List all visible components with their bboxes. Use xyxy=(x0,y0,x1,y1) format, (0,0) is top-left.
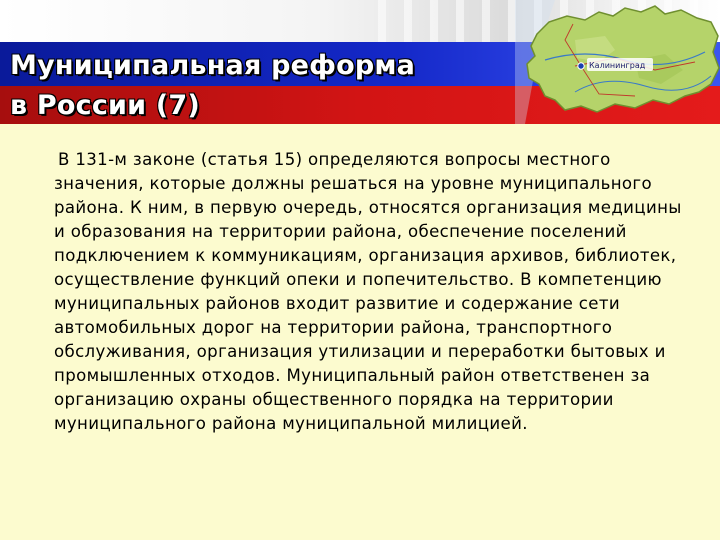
kaliningrad-map-icon xyxy=(515,0,720,124)
slide-title-line-2: в России (7) xyxy=(10,90,200,121)
slide-title-line-1: Муниципальная реформа xyxy=(10,50,416,81)
map-city-label: Калининград xyxy=(589,61,646,70)
body-paragraph: В 131-м законе (статья 15) определяются вопросы местного значения, которые должны решаться на уровне муниципального района. К ним, в первую очередь, относятся организация медицины и образования на территории района, обеспечение поселений подключением к коммуникациям, организация архивов, библиотек, осуществление функций опеки и попечительство. В компетенцию муниципальных районов входит развитие и содержание сети автомобильных дорог на территории района, транспортного обслуживания, организация утилизации и переработки бытовых и промышленных отходов. Муниципальный район ответственен за организацию охраны общественного порядка на территории муниципального района муниципальной милицией. xyxy=(54,150,682,433)
